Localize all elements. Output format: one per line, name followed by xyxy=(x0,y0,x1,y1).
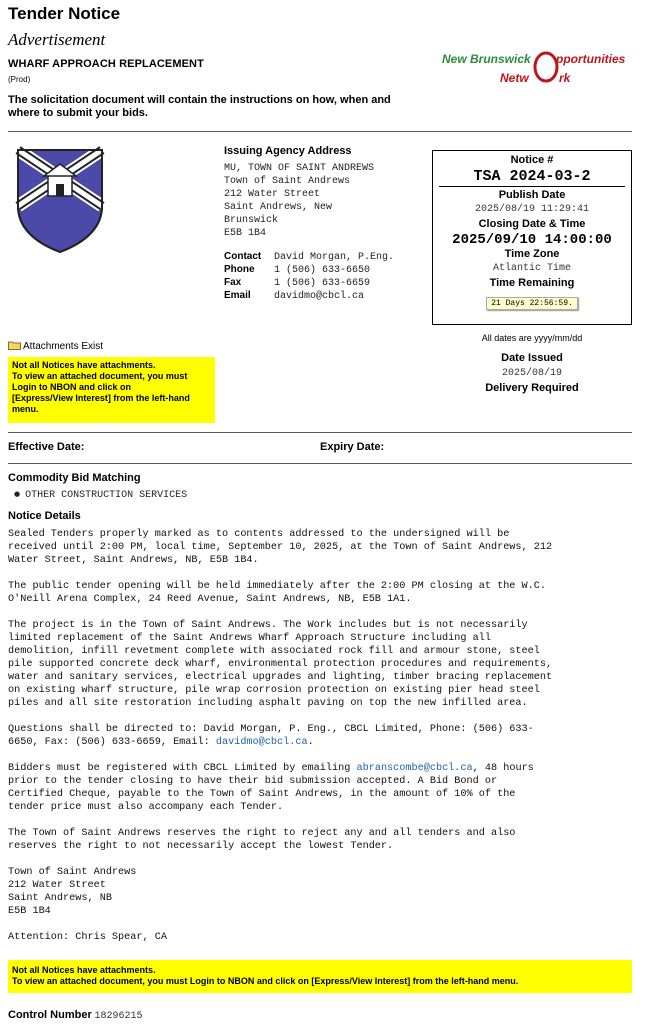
details-paragraph: The Town of Saint Andrews reserves the right to reject any and all tenders and also reserves the right to not necessarily accept the lowest Tender. xyxy=(8,828,516,852)
notice-summary-box xyxy=(432,150,632,325)
notice-details-body xyxy=(8,528,634,957)
agency-line: Brunswick xyxy=(224,215,279,226)
commodity-item-label: OTHER CONSTRUCTION SERVICES xyxy=(25,490,188,501)
details-paragraph: The public tender opening will be held immediately after the 2:00 PM closing at the W.C. O'Neill Arena Complex, 24 Reed Avenue, Saint Andrews, NB, E5B 1A1. xyxy=(8,581,546,605)
email-label: Email xyxy=(224,290,251,301)
time-remaining-label: Time Remaining xyxy=(489,277,575,289)
date-issued-label: Date Issued xyxy=(501,352,563,364)
closing-label: Closing Date & Time xyxy=(478,218,586,230)
email-row xyxy=(224,289,364,303)
delivery-required: Delivery Required xyxy=(485,382,579,394)
notice-number-label: Notice # xyxy=(510,154,554,166)
expiry-date-label: Expiry Date: xyxy=(320,441,385,453)
logo-o-ring xyxy=(535,53,557,81)
page-title: Tender Notice xyxy=(8,4,121,23)
notice-details-heading: Notice Details xyxy=(8,510,81,522)
fax-row xyxy=(224,276,370,290)
attachments-indicator[interactable] xyxy=(8,341,103,352)
nbon-logo xyxy=(438,50,633,90)
logo-text-netw: Netw xyxy=(500,71,529,85)
divider xyxy=(8,432,632,433)
details-paragraph xyxy=(8,723,634,749)
time-remaining-counter: 21 Days 22:56:59. xyxy=(486,297,578,310)
divider xyxy=(8,131,632,132)
details-text: . xyxy=(307,737,314,748)
project-title: WHARF APPROACH REPLACEMENT xyxy=(8,58,204,70)
bullet-icon: ● xyxy=(14,490,21,498)
notice-number: TSA 2024-03-2 xyxy=(473,168,591,185)
commodity-item xyxy=(14,490,187,501)
agency-line: MU, TOWN OF SAINT ANDREWS xyxy=(224,163,375,174)
publish-date-label: Publish Date xyxy=(498,189,566,201)
warning-line: Not all Notices have attachments. xyxy=(12,965,156,975)
warning-line: menu. xyxy=(12,404,39,414)
email-link[interactable]: abranscombe@cbcl.ca xyxy=(356,763,473,774)
closing-date: 2025/09/10 14:00:00 xyxy=(452,232,612,248)
town-crest-icon xyxy=(12,144,108,256)
agency-line: 212 Water Street xyxy=(224,189,321,200)
page-subtitle: Advertisement xyxy=(8,30,106,49)
publish-date: 2025/08/19 11:29:41 xyxy=(474,204,590,215)
solicitation-note: The solicitation document will contain the instructions on how, when and where to submit your bids. xyxy=(8,94,391,119)
logo-text-pportunities: pportunities xyxy=(556,52,626,66)
logo-text-new-brunswick: New Brunswick xyxy=(442,52,531,66)
details-paragraph xyxy=(8,762,634,814)
agency-line: Town of Saint Andrews xyxy=(224,176,351,187)
warning-line: [Express/View Interest] from the left-hand xyxy=(12,393,190,403)
agency-address xyxy=(224,162,374,240)
details-paragraph: Sealed Tenders properly marked as to contents addressed to the undersigned will be received until 2:00 PM, local time, September 10, 2025, at the Town of Saint Andrews, 212 Water Street, Saint Andrews, NB, E5B 1B4. xyxy=(8,529,553,566)
control-number xyxy=(8,1009,143,1022)
fax-value: 1 (506) 633-6659 xyxy=(274,278,371,289)
phone-row xyxy=(224,263,370,277)
control-number-label: Control Number xyxy=(8,1009,92,1021)
agency-line: E5B 1B4 xyxy=(224,228,267,239)
agency-heading: Issuing Agency Address xyxy=(224,145,352,157)
fax-label: Fax xyxy=(224,277,242,288)
warning-line: To view an attached document, you must xyxy=(12,371,188,381)
agency-line: Saint Andrews, New xyxy=(224,202,333,213)
email-link[interactable]: davidmo@cbcl.ca xyxy=(274,291,365,302)
warning-line: Login to NBON and click on xyxy=(12,382,131,392)
attachments-label: Attachments Exist xyxy=(23,341,104,352)
logo-text-rk: rk xyxy=(559,71,571,85)
date-format-note: All dates are yyyy/mm/dd xyxy=(481,333,583,343)
issued-block xyxy=(432,352,632,394)
warning-line: To view an attached document, you must Login to NBON and click on [Express/View Interest] from the left-hand menu. xyxy=(12,976,519,986)
divider xyxy=(8,463,632,464)
contact-value: David Morgan, P.Eng. xyxy=(274,252,395,263)
phone-value: 1 (506) 633-6650 xyxy=(274,265,371,276)
warning-line: Not all Notices have attachments. xyxy=(12,360,156,370)
details-text: Questions shall be directed to: David Morgan, P. Eng., CBCL Limited, Phone: (506) 633- 6650, Fax: (506) 633-6659, Email: xyxy=(8,724,534,748)
details-paragraph: Town of Saint Andrews 212 Water Street Saint Andrews, NB E5B 1B4 xyxy=(8,867,137,917)
effective-date-label: Effective Date: xyxy=(8,441,85,453)
commodity-heading: Commodity Bid Matching xyxy=(8,472,141,484)
email-link[interactable]: davidmo@cbcl.ca xyxy=(215,737,308,748)
environment-label: (Prod) xyxy=(8,75,31,84)
attachment-warning-bottom xyxy=(8,960,632,993)
time-zone: Atlantic Time xyxy=(492,263,571,274)
attachment-warning xyxy=(8,357,215,423)
details-text: , 48 hours prior to the tender closing to have their bid submission accepted. A Bid Bond or Certified Cheque, payable to the Town of Saint Andrews, in the amount of 10% of the tender price must also accompany each Tender. xyxy=(8,763,534,813)
time-zone-label: Time Zone xyxy=(504,248,560,260)
date-issued: 2025/08/19 xyxy=(501,368,562,379)
control-number-value: 18296215 xyxy=(94,1011,143,1022)
phone-label: Phone xyxy=(224,264,255,275)
contact-label: Contact xyxy=(224,251,262,262)
details-paragraph: The project is in the Town of Saint Andrews. The Work includes but is not necessarily limited replacement of the Saint Andrews Wharf Approach Structure including all demolition, infill revetment complete with associated rock fill and armour stone, steel pile supported concrete deck wharf, environmental protection procedures and requirements, water and sanitary services, electrical upgrades and lighting, timber bracing replacement on existing wharf structure, pile wrap corrosion protection on existing pier head steel piles and all site restoration including asphalt paving on top the new infilled area. xyxy=(8,620,553,709)
contact-row xyxy=(224,250,394,264)
folder-icon xyxy=(8,341,21,350)
details-text: Bidders must be registered with CBCL Limited by emailing xyxy=(8,763,357,774)
details-paragraph: Attention: Chris Spear, CA xyxy=(8,932,167,943)
divider xyxy=(439,186,625,187)
